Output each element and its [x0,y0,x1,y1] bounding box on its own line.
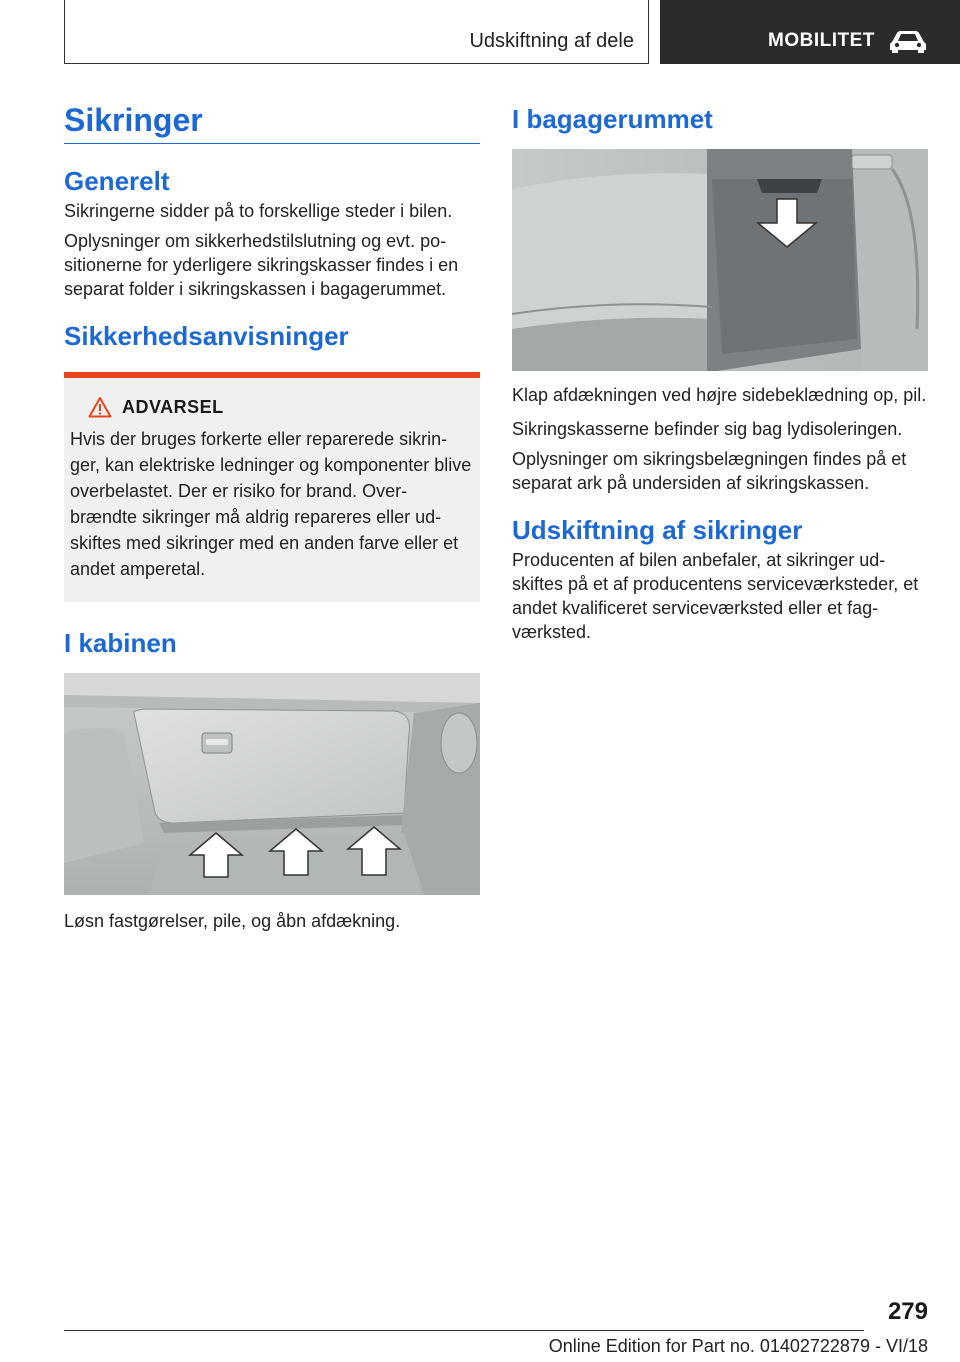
header-section-label: MOBILITET [768,30,875,51]
trunk-paragraph-1: Klap afdækningen ved højre sidebeklædning op, pil. [512,385,927,405]
right-column [512,96,928,644]
header-title: Udskiftning af dele [469,30,634,52]
trunk-paragraph-3: Oplysninger om sikringsbelægningen findes på et separat ark på undersiden af sikringskassen. [512,449,907,493]
cabin-heading: I kabinen [64,628,177,658]
warning-title: ADVARSEL [122,396,224,417]
trunk-cover-image [512,149,928,371]
cabin-caption: Løsn fastgørelser, pile, og åbn afdækning. [64,911,401,931]
left-column [64,96,480,933]
warning-box [64,372,480,602]
page-number: 279 [887,1298,928,1325]
footer-divider [64,1330,864,1331]
page-heading: Sikringer [64,96,480,144]
general-heading: Generelt [64,166,170,196]
trunk-heading: I bagagerummet [512,104,713,134]
footer-edition: Online Edition for Part no. 01402722879 - VI/18 [548,1336,928,1356]
warning-text: Hvis der bruges forkerte eller reparerede sikrin-ger, kan elektriske ledninger og komponenter blive overbelastet. Der er risiko for brand. Over-brændte sikringer må aldrig repareres eller ud-skiftes med sikringer med en anden farve eller et andet amperetal. [70,429,472,579]
general-paragraph-2: Oplysninger om sikkerhedstilslutning og evt. po-sitionerne for yderligere sikringskasser findes i en separat folder i sikringskassen i bagagerummet. [64,231,459,299]
header-title-box [64,0,649,64]
general-paragraph-1: Sikringerne sidder på to forskellige steder i bilen. [64,201,453,221]
safety-heading: Sikkerhedsanvisninger [64,321,349,351]
car-icon [888,29,928,53]
trunk-paragraph-2: Sikringskasserne befinder sig bag lydisoleringen. [512,419,903,439]
warning-triangle-icon [88,396,112,418]
replace-paragraph-1: Producenten af bilen anbefaler, at sikringer ud-skiftes på et af producentens serviceværksteder, et andet kvalificeret serviceværksted eller et fag-værksted. [512,550,919,642]
cabin-glovebox-image [64,673,480,895]
replace-heading: Udskiftning af sikringer [512,515,803,545]
header-section-box [660,0,960,64]
